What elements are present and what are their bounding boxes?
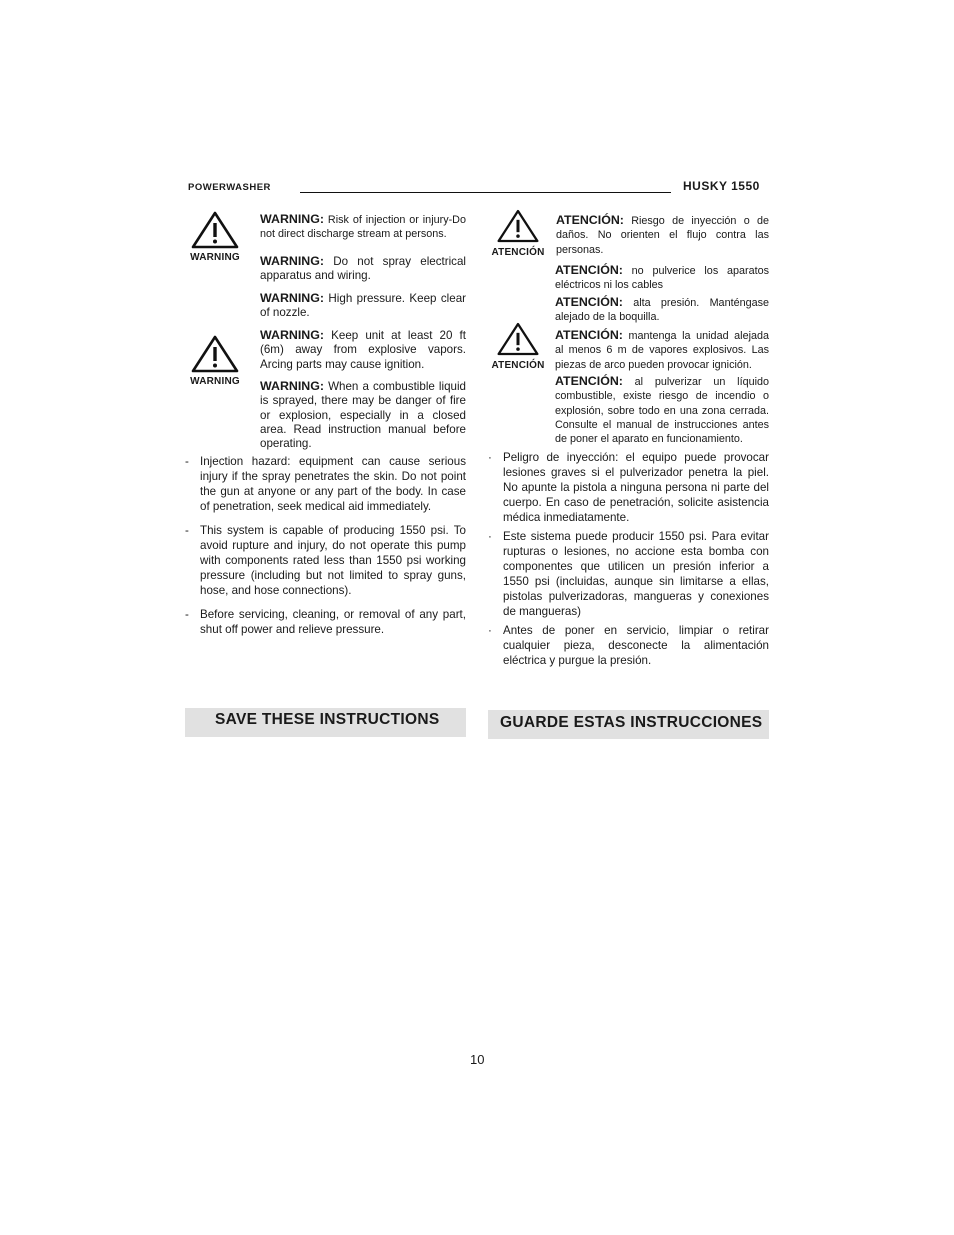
bullet-text: This system is capable of producing 1550 psi. To avoid rupture and injury, do not operate this pump with components rated less than 1550 psi working pressure (including but not limited to spray guns, hose, and hose connections). [200,524,466,597]
page-number: 10 [470,1052,485,1067]
bullet-text: Injection hazard: equipment can cause serious injury if the spray penetrates the skin. Do not point the gun at anyone or any part of the body. In case of penetration, seek medical aid immediately. [200,455,466,513]
atencion-icon-label: ATENCIÓN [491,247,545,258]
atencion-icon-2 [486,320,550,371]
atencion-text [555,295,769,325]
warning-text [260,291,466,321]
warning-tag: WARNING: [260,212,325,226]
bullet-text: Peligro de inyección: el equipo puede provocar lesiones graves si el pulverizador penetra la piel. No apunte la pistola a ninguna persona ni parte del cuerpo. En caso de penetración, solicite asistencia médica inmediatamente. [503,451,769,524]
warning-body: High pressure. Keep clear of nozzle. [260,292,466,320]
atencion-tag: ATENCIÓN: [556,213,624,227]
atencion-tag: ATENCIÓN: [555,263,623,277]
list-item [488,529,769,619]
bullet-text: Before servicing, cleaning, or removal of any part, shut off power and relieve pressure. [200,608,466,636]
bullet-mark: · [488,451,492,464]
warning-icon-label: WARNING [190,376,240,387]
warning-text [260,328,466,372]
warning-body: Do not spray electrical apparatus and wiring. [260,255,466,283]
header-rule [300,192,671,193]
warning-icon-label: WARNING [190,252,240,263]
warning-tag: WARNING: [260,291,325,305]
atencion-tag: ATENCIÓN: [555,328,623,342]
atencion-text [555,374,769,446]
atencion-body: al pulverizar un líquido combustible, existe riesgo de incendio o explosión, sobre todo en una zona cerrada. Consulte el manual de instrucciones antes de poner el aparato en funcionamiento. [555,376,769,446]
warning-text [260,379,466,451]
atencion-icon-1 [486,207,550,258]
atencion-body: alta presión. Manténgase alejado de la boquilla. [555,297,769,324]
warning-triangle-icon [190,210,240,250]
bullet-mark: · [488,530,492,543]
save-instructions-text: SAVE THESE INSTRUCTIONS [215,711,440,728]
atencion-body: Riesgo de inyección o de daños. No orienten el flujo contra las personas. [556,215,769,256]
atencion-body: no pulverice los aparatos eléctricos ni los cables [555,265,769,292]
warning-body: Risk of injection or injury-Do not direct discharge stream at persons. [260,214,466,241]
bullet-text: Antes de poner en servicio, limpiar o retirar cualquier pieza, desconecte la alimentación eléctrica y purgue la presión. [503,624,769,667]
bullet-text: Este sistema puede producir 1550 psi. Para evitar rupturas o lesiones, no accione esta bomba con componentes que utilicen un presión inferior a 1550 psi (incluidas, aunque sin limitarse a ellas, pistolas pulverizadoras, mangueras y conexiones de mangueras) [503,530,769,618]
guarde-instrucciones-text: GUARDE ESTAS INSTRUCCIONES [500,714,763,731]
list-item [488,623,769,668]
save-instructions-banner [185,708,466,737]
list-item [488,450,769,525]
atencion-text [555,263,769,293]
warning-text [260,212,466,242]
warning-text [260,254,466,284]
warning-body: When a combustible liquid is sprayed, there may be danger of fire or explosion, especially in a closed area. Read instruction manual before operating. [260,380,466,451]
guarde-instrucciones-banner [488,710,769,739]
bullet-mark: - [185,524,189,537]
warning-triangle-icon [496,207,540,245]
list-item [185,523,466,598]
warning-icon-2 [182,334,248,387]
atencion-tag: ATENCIÓN: [555,374,623,388]
bullet-mark: · [488,624,492,637]
atencion-tag: ATENCIÓN: [555,295,623,309]
atencion-icon-label: ATENCIÓN [491,360,545,371]
warning-body: Keep unit at least 20 ft (6m) away from explosive vapors. Arcing parts may cause ignition. [260,329,466,371]
list-item [185,454,466,514]
header-model: HUSKY 1550 [683,179,760,193]
atencion-body: mantenga la unidad alejada al menos 6 m de vapores explosivos. Las piezas de arco pueden provocar ignición. [555,330,769,371]
bullet-mark: - [185,455,189,468]
header-title: POWERWASHER [188,182,271,193]
warning-tag: WARNING: [260,379,325,393]
atencion-text [556,213,769,257]
bullet-mark: - [185,608,189,621]
warning-tag: WARNING: [260,254,325,268]
atencion-text [555,328,769,372]
warning-icon-1 [182,210,248,263]
warning-triangle-icon [496,320,540,358]
warning-triangle-icon [190,334,240,374]
list-item [185,607,466,637]
warning-tag: WARNING: [260,328,325,342]
